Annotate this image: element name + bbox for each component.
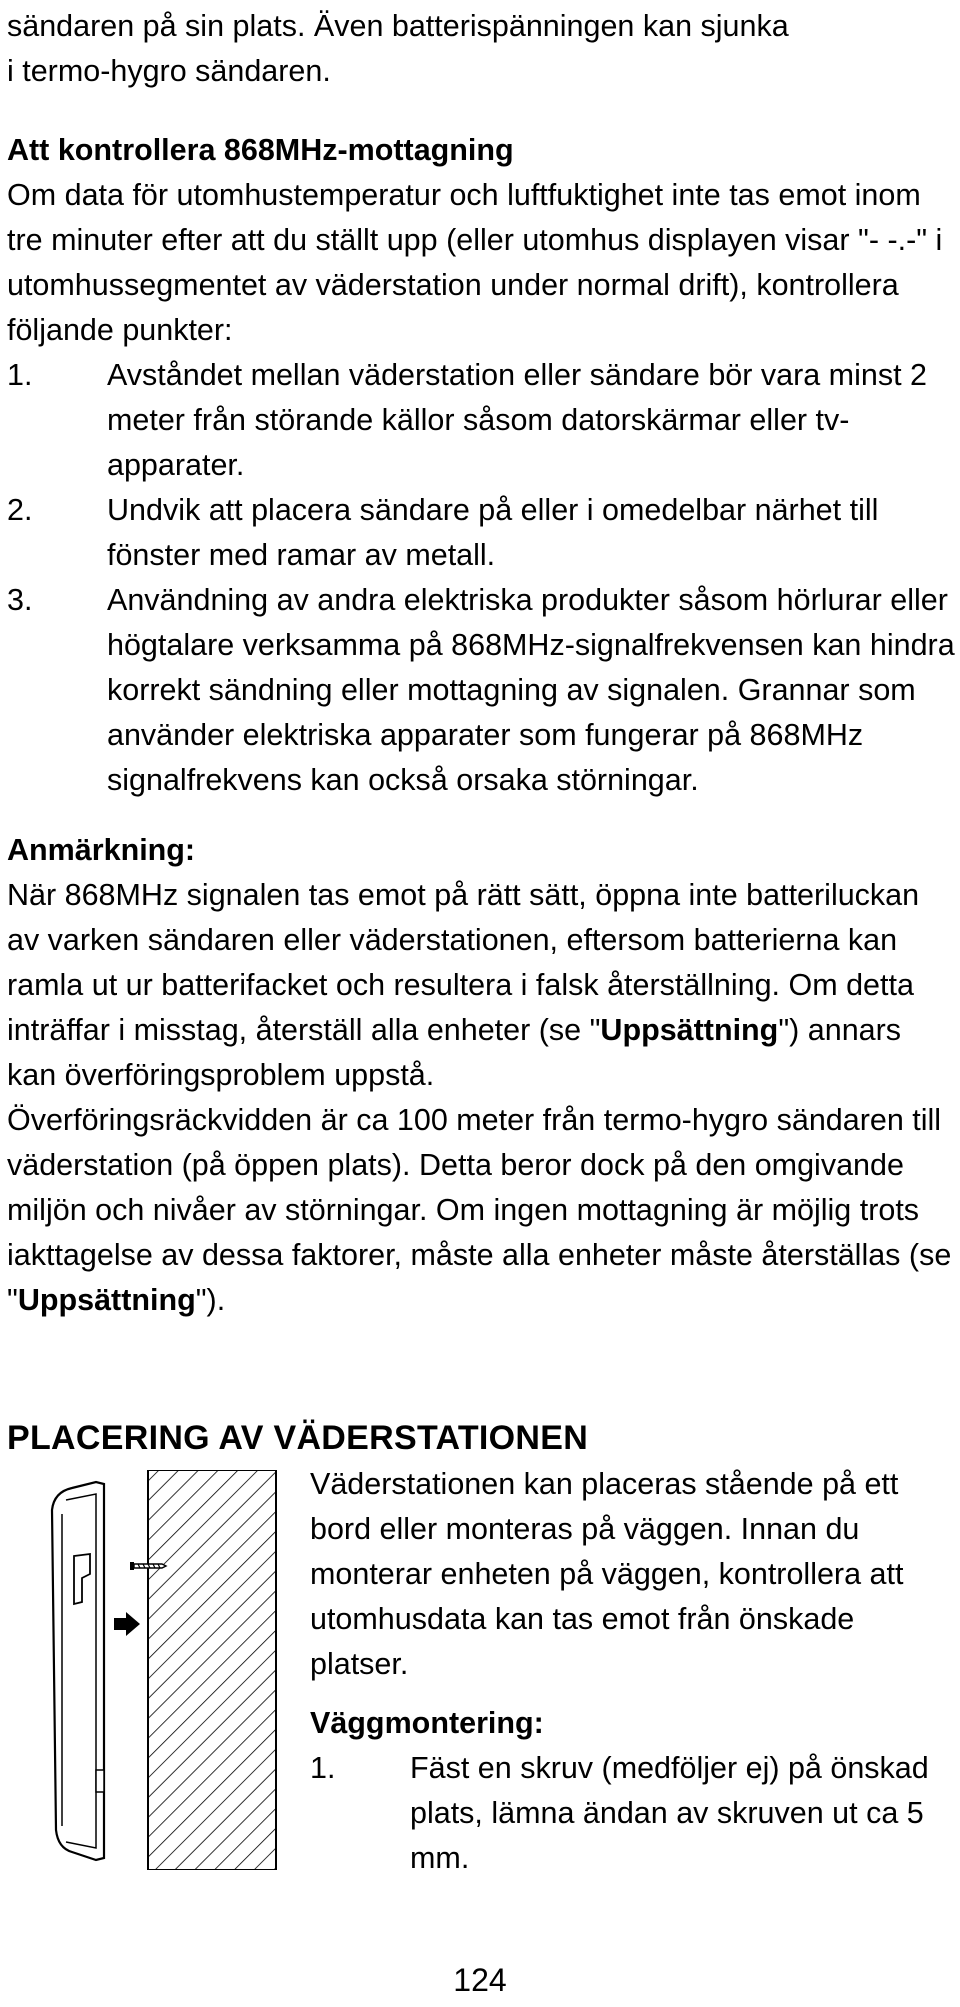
wall-mount-illustration bbox=[0, 1470, 300, 1870]
placement-title: PLACERING AV VÄDERSTATIONEN bbox=[7, 1419, 589, 1457]
list-number: 1. bbox=[7, 358, 33, 392]
list-item bbox=[7, 488, 957, 578]
section-heading: Att kontrollera 868MHz-mottagning bbox=[7, 133, 514, 167]
list-number: 2. bbox=[7, 493, 33, 527]
placement-column bbox=[310, 1462, 955, 1881]
note-text: Överföringsräckvidden är ca 100 meter från termo-hygro sändaren till väderstation (på öppen plats). Detta beror dock på den omgivande miljön och nivåer av störningar. Om ingen mottagning är möjlig trots iakttagelse av dessa faktorer, måste alla enheter måste återställas (se " bbox=[7, 1103, 952, 1317]
checklist bbox=[7, 353, 957, 803]
list-item bbox=[310, 1746, 955, 1881]
list-number: 3. bbox=[7, 583, 33, 617]
section-body: Om data för utomhustemperatur och luftfuktighet inte tas emot inom tre minuter efter att du ställt upp (eller utomhus displayen visar "- -.-" i utomhussegmentet av väderstation under normal drift), kontrollera följande punkter: bbox=[7, 178, 943, 347]
list-item bbox=[7, 353, 957, 488]
list-item bbox=[7, 578, 957, 803]
right-arrow-icon bbox=[112, 1610, 142, 1638]
page-number: 124 bbox=[453, 1962, 507, 1998]
note-heading: Anmärkning: bbox=[7, 833, 196, 867]
note-text: "). bbox=[195, 1283, 226, 1317]
note-bold-ref: Uppsättning bbox=[600, 1013, 779, 1047]
list-text: Avståndet mellan väderstation eller sändare bör vara minst 2 meter från störande källor såsom datorskärmar eller tv-apparater. bbox=[107, 358, 927, 482]
screw-icon bbox=[128, 1556, 168, 1576]
note-section bbox=[7, 828, 957, 1323]
intro-text bbox=[7, 4, 957, 94]
wall-mount-heading: Väggmontering: bbox=[310, 1706, 544, 1740]
placement-intro: Väderstationen kan placeras stående på ett bord eller monteras på väggen. Innan du monterar enheten på väggen, kontrollera att utomhusdata kan tas emot från önskade platser. bbox=[310, 1467, 904, 1681]
note-paragraph bbox=[7, 873, 957, 1098]
note-bold-ref: Uppsättning bbox=[17, 1283, 196, 1317]
intro-line: sändaren på sin plats. Även batterispänningen kan sjunka bbox=[7, 9, 789, 43]
list-text: Användning av andra elektriska produkter såsom hörlurar eller högtalare verksamma på 868MHz-signalfrekvensen kan hindra korrekt sändning eller mottagning av signalen. Grannar som använder elektriska apparater som fungerar på 868MHz signalfrekvens kan också orsaka störningar. bbox=[107, 583, 955, 797]
check-reception-section bbox=[7, 128, 957, 803]
list-number: 1. bbox=[310, 1751, 336, 1785]
list-text: Undvik att placera sändare på eller i omedelbar närhet till fönster med ramar av metall. bbox=[107, 493, 879, 572]
intro-line: i termo-hygro sändaren. bbox=[7, 54, 331, 88]
list-text: Fäst en skruv (medföljer ej) på önskad plats, lämna ändan av skruven ut ca 5 mm. bbox=[410, 1751, 929, 1875]
note-text: ") annars kan överföringsproblem uppstå. bbox=[7, 1013, 902, 1092]
note-text: När 868MHz signalen tas emot på rätt sätt, öppna inte batteriluckan av varken sändaren eller väderstationen, eftersom batterierna kan ramla ut ur batterifacket och resultera i falsk återställning. Om detta inträffar i misstag, återställ alla enheter (se " bbox=[7, 878, 920, 1047]
note-paragraph bbox=[7, 1098, 957, 1323]
